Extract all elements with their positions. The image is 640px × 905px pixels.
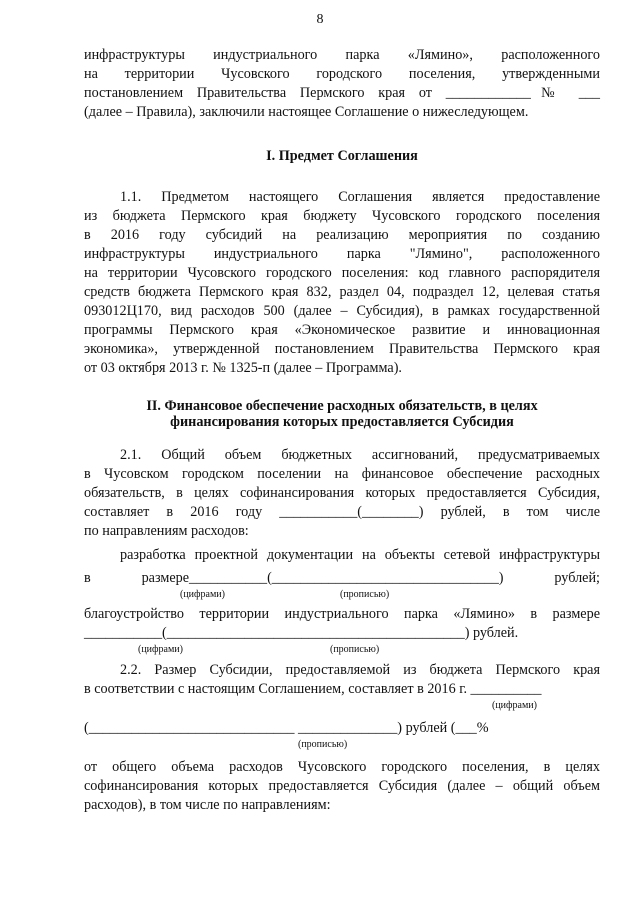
direction-line: разработка проектной документации на объекты сетевой инфраструктуры bbox=[120, 547, 600, 563]
intro-line: (далее – Правила), заключили настоящее Соглашение о нижеследующем. bbox=[84, 104, 529, 120]
paragraph-line: 2.2. Размер Субсидии, предоставляемой из бюджета Пермского края bbox=[120, 662, 600, 678]
digits-caption: (цифрами) bbox=[492, 700, 537, 711]
intro-paragraph bbox=[84, 46, 600, 122]
paragraph-line: 093012Ц170, вид расходов 500 (далее – Субсидия), в рамках государственной bbox=[84, 303, 600, 319]
paragraph-line: из бюджета Пермского края бюджету Чусовского городского поселения bbox=[84, 208, 600, 224]
words-caption: (прописью) bbox=[330, 644, 380, 655]
direction-line: благоустройство территории индустриального парка «Лямино» в размере bbox=[84, 606, 600, 622]
paragraph-line: инфраструктуры индустриального парка "Лямино", расположенного bbox=[84, 246, 600, 262]
paragraph-line: в соответствии с настоящим Соглашением, составляет в 2016 г. __________ bbox=[84, 681, 542, 697]
section-2-title bbox=[84, 398, 600, 430]
direction-line: ___________(__________________________________________) рублей. bbox=[84, 625, 519, 641]
direction-line: в размере___________(________________________________) рублей; bbox=[84, 570, 600, 586]
paragraph-line: от общего объема расходов Чусовского городского поселения, в целях bbox=[84, 759, 600, 775]
paragraph-line: программы Пермского края «Экономическое развитие и инновационная bbox=[84, 322, 600, 338]
direction-2 bbox=[84, 605, 600, 657]
paragraph-line: (_____________________________ ______________) рублей (___% bbox=[84, 720, 489, 736]
caption-row bbox=[84, 588, 600, 602]
paragraph-line: расходов), в том числе по направлениям: bbox=[84, 797, 331, 813]
intro-line: инфраструктуры индустриального парка «Лямино», расположенного bbox=[84, 47, 600, 63]
paragraph-line: на территории Чусовского городского поселения: код главного распорядителя bbox=[84, 265, 600, 281]
document-body bbox=[84, 46, 600, 815]
caption-row bbox=[84, 699, 600, 713]
section-1-paragraph bbox=[84, 188, 600, 378]
digits-caption: (цифрами) bbox=[180, 589, 225, 600]
words-caption: (прописью) bbox=[340, 589, 390, 600]
paragraph-line: экономика», утвержденной постановлением Правительства Пермского края bbox=[84, 341, 600, 357]
caption-row bbox=[84, 643, 600, 657]
paragraph-2-1 bbox=[84, 446, 600, 541]
paragraph-2-2 bbox=[84, 661, 600, 815]
paragraph-line: в Чусовском городском поселении на финансовое обеспечение расходных bbox=[84, 466, 600, 482]
digits-caption: (цифрами) bbox=[138, 644, 183, 655]
paragraph-line: 2.1. Общий объем бюджетных ассигнований, предусматриваемых bbox=[120, 447, 600, 463]
paragraph-line: 1.1. Предметом настоящего Соглашения является предоставление bbox=[120, 189, 600, 205]
direction-1 bbox=[84, 546, 600, 602]
paragraph-line: обязательств, в целях софинансирования которых предоставляется Субсидия, bbox=[84, 485, 600, 501]
intro-line: на территории Чусовского городского поселения, утвержденными bbox=[84, 66, 600, 82]
page-number: 8 bbox=[316, 12, 324, 27]
paragraph-line: средств бюджета Пермского края 832, раздел 04, подраздел 12, целевая статья bbox=[84, 284, 600, 300]
intro-line: постановлением Правительства Пермского края от ____________№ ___ bbox=[84, 85, 600, 101]
caption-row bbox=[84, 738, 600, 752]
paragraph-line: в 2016 году субсидий на реализацию мероприятия по созданию bbox=[84, 227, 600, 243]
section-2-title-line: финансирования которых предоставляется Субсидия bbox=[170, 414, 514, 430]
paragraph-line: софинансирования которых предоставляется Субсидия (далее – общий объем bbox=[84, 778, 600, 794]
section-1-title: I. Предмет Соглашения bbox=[266, 148, 418, 164]
paragraph-line: от 03 октября 2013 г. № 1325-п (далее – Программа). bbox=[84, 360, 402, 376]
section-2-title-line: II. Финансовое обеспечение расходных обязательств, в целях bbox=[146, 398, 538, 414]
words-caption: (прописью) bbox=[298, 739, 348, 750]
paragraph-line: составляет в 2016 году ___________(________) рублей, в том числе bbox=[84, 504, 600, 520]
paragraph-line: по направлениям расходов: bbox=[84, 523, 249, 539]
